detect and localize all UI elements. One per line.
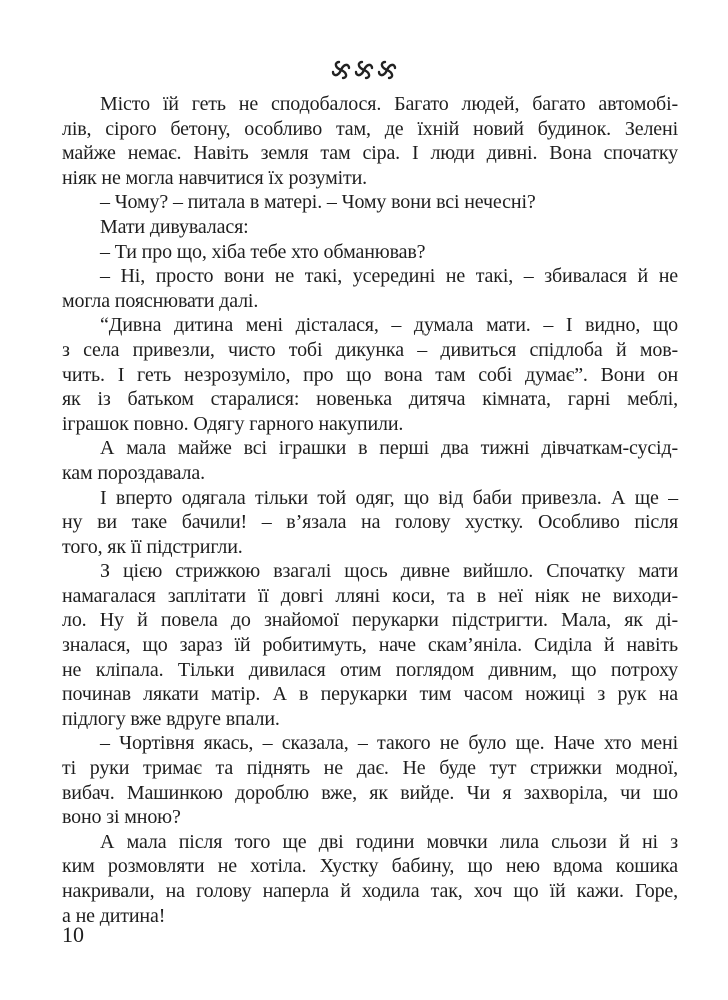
text-line: могла пояснювати далі. (62, 289, 259, 312)
text-line: ті руки тримає та піднять не дає. Не буде тут стрижки модної, (62, 757, 678, 780)
text-line: чить. І геть незрозуміло, про що вона там собі думає”. Вони он (62, 363, 678, 386)
text-line: – Ти про що, хіба тебе хто обманював? (100, 240, 426, 263)
text-line: а не дитина! (62, 904, 166, 927)
text-line: вибач. Машинкою дороблю вже, як вийде. Чи я захворіла, чи шо (62, 781, 678, 804)
text-line: з села привезли, чисто тобі дикунка – дивиться спідлоба й мов- (62, 338, 678, 361)
body-text (62, 92, 678, 928)
text-line: підлогу вже вдруге впали. (62, 707, 280, 730)
text-line: намагалася заплітати її довгі лляні коси, та в неї ніяк не виходи- (62, 584, 678, 607)
text-line: – Ні, просто вони не такі, усередині не такі, – збивалася й не (100, 265, 678, 288)
text-line: ну ви таке бачили! – в’язала на голову хустку. Особливо після (62, 511, 678, 534)
text-line: починав лякати матір. А в перукарки тим часом ножиці з рук на (62, 683, 678, 706)
text-line: З цією стрижкою взагалі щось дивне вийшло. Спочатку мати (100, 560, 678, 583)
text-line: не кліпала. Тільки дивилася отим поглядом дивним, що потроху (62, 658, 678, 681)
text-line: іграшок повно. Одягу гарного накупили. (62, 412, 404, 435)
text-line: накривали, на голову наперла й ходила так, хоч що їй кажи. Горе, (62, 880, 678, 902)
text-line: Мати дивувалася: (100, 215, 249, 238)
text-line: як із батьком старалися: новенька дитяча кімната, гарні меблі, (62, 388, 678, 411)
text-line: лів, сірого бетону, особливо там, де їхній новий будинок. Зелені (62, 117, 678, 140)
text-line: майже немає. Навіть земля там сіра. І люди дивні. Вона спочатку (62, 142, 678, 165)
text-line: зналася, що зараз їй робитимуть, наче скам’яніла. Сиділа й навіть (62, 634, 678, 657)
text-line: кам пороздавала. (62, 461, 205, 484)
text-line: ким розмовляти не хотіла. Хустку бабину, що нею вдома кошика (62, 855, 678, 878)
text-line: ніяк не могла навчитися їх розуміти. (62, 166, 368, 189)
text-line: Місто їй геть не сподобалося. Багато людей, багато автомобі- (100, 93, 678, 115)
text-line: І вперто одягала тільки той одяг, що від баби привезла. А ще – (100, 486, 678, 509)
text-line: ло. Ну й повела до знайомої перукарки підстригти. Мала, як ді- (62, 609, 678, 632)
text-line: “Дивна дитина мені дісталася, – думала мати. – І видно, що (100, 314, 678, 337)
text-line: А мала майже всі іграшки в перші два тижні дівчаткам-сусід- (100, 437, 678, 460)
text-line: А мала після того ще дві години мовчки лила сльози й ні з (100, 830, 678, 853)
text-line: – Чому? – питала в матері. – Чому вони всі нечесні? (100, 191, 536, 214)
text-line: воно зі мною? (62, 806, 181, 829)
page-number: 10 (62, 922, 84, 947)
swirl-ornament-icon (329, 58, 399, 82)
section-ornament (0, 58, 728, 88)
text-line: того, як її підстригли. (62, 535, 243, 558)
text-line: – Чортівня якась, – сказала, – такого не було ще. Наче хто мені (100, 732, 678, 755)
